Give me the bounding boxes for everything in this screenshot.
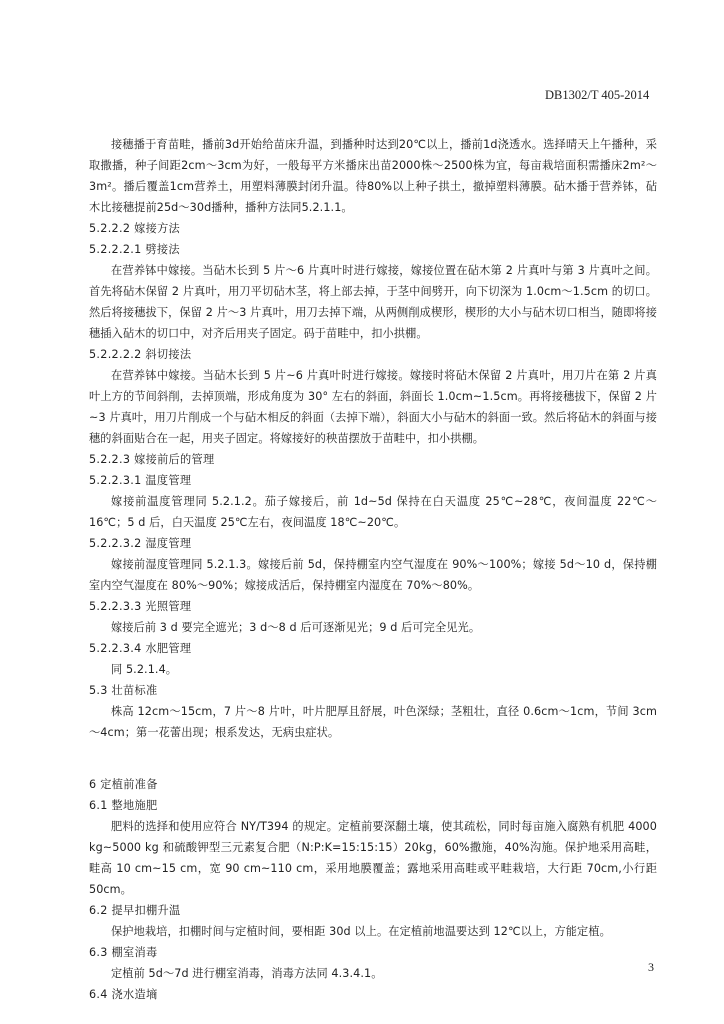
paragraph: 株高 12cm～15cm，7 片～8 片叶，叶片肥厚且舒展，叶色深绿；茎粗壮，直径 0.6cm～1cm，节间 3cm～4cm；第一花蕾出现；根系发达，无病虫症状。: [89, 705, 657, 739]
paragraph: 嫁接前温度管理同 5.2.1.2。茄子嫁接后，前 1d~5d 保持在白天温度 25℃~28℃，夜间温度 22℃～16℃；5 d 后，白天温度 25℃左右，夜间温度 18℃~20℃。: [89, 495, 657, 529]
section-heading: 5.2.2.2.2 斜切接法: [89, 348, 192, 361]
section-heading: 6.4 浇水造墒: [89, 988, 158, 1001]
paragraph: 肥料的选择和使用应符合 NY/T394 的规定。定植前要深翻土壤，使其疏松，同时每亩施入腐熟有机肥 4000 kg~5000 kg 和硫酸钾型三元素复合肥（N:P:K=15:15:15）20kg，60%撒施，40%沟施。保护地采用高畦，畦高 10 cm~15 cm，宽 90 cm~110 cm，采用地膜覆盖；露地采用高畦或平畦栽培，大行距 70cm,小行距 50cm。: [89, 820, 657, 896]
page-number: 3: [648, 960, 654, 974]
document-body: [89, 134, 657, 1005]
paragraph: 同 5.2.1.4。: [111, 663, 178, 676]
paragraph: 保护地栽培，扣棚时间与定植时间，要相距 30d 以上。在定植前地温要达到 12℃以上，方能定植。: [111, 925, 611, 938]
section-heading: 5.2.2.2.1 劈接法: [89, 243, 180, 256]
section-heading: 6 定植前准备: [89, 778, 158, 791]
paragraph: 在营养钵中嫁接。当砧木长到 5 片~6 片真叶时进行嫁接。嫁接时将砧木保留 2 片真叶，用刀片在第 2 片真叶上方的节间斜削，去掉顶端，形成角度为 30° 左右的斜面，斜面长 1.0cm~1.5cm。再将接穗拔下，保留 2 片~3 片真叶，用刀片削成一个与砧木相反的斜面（去掉下端），斜面大小与砧木的斜面一致。然后将砧木的斜面与接穗的斜面贴合在一起，用夹子固定。将嫁接好的秧苗摆放于苗畦中，扣小拱棚。: [89, 369, 657, 445]
paragraph: 定植前 5d～7d 进行棚室消毒，消毒方法同 4.3.4.1。: [111, 967, 383, 980]
doc-code: DB1302/T 405-2014: [545, 88, 650, 102]
section-heading: 6.1 整地施肥: [89, 799, 158, 812]
section-heading: 5.2.2.3.1 温度管理: [89, 474, 192, 487]
section-heading: 5.2.2.3.3 光照管理: [89, 600, 192, 613]
paragraph: 在营养钵中嫁接。当砧木长到 5 片～6 片真叶时进行嫁接，嫁接位置在砧木第 2 片真叶与第 3 片真叶之间。首先将砧木保留 2 片真叶，用刀平切砧木茎，将上部去掉，于茎中间劈开，向下切深为 1.0cm～1.5cm 的切口。然后将接穗拔下，保留 2 片～3 片真叶，用刀去掉下端，从两侧削成楔形，楔形的大小与砧木切口相当，随即将接穗插入砧木的切口中，对齐后用夹子固定。码于苗畦中，扣小拱棚。: [89, 264, 657, 340]
section-heading: 5.2.2.3.4 水肥管理: [89, 642, 192, 655]
section-heading: 5.3 壮苗标准: [89, 684, 158, 697]
section-heading: 5.2.2.2 嫁接方法: [89, 222, 181, 235]
section-heading: 6.2 提早扣棚升温: [89, 904, 181, 917]
paragraph: 嫁接后前 3 d 要完全遮光；3 d～8 d 后可逐渐见光；9 d 后可完全见光。: [111, 621, 481, 634]
section-heading: 5.2.2.3.2 湿度管理: [89, 537, 192, 550]
paragraph: 嫁接前湿度管理同 5.2.1.3。嫁接后前 5d，保持棚室内空气湿度在 90%～100%；嫁接 5d～10 d，保持棚室内空气湿度在 80%～90%；嫁接成活后，保持棚室内湿度在 70%～80%。: [89, 558, 657, 592]
section-heading: 5.2.2.3 嫁接前后的管理: [89, 453, 215, 466]
section-heading: 6.3 棚室消毒: [89, 946, 158, 959]
paragraph: 接穗播于育苗畦，播前3d开始给苗床升温，到播种时达到20℃以上，播前1d浇透水。选择晴天上午播种，采取撒播，种子间距2cm～3cm为好，一般每平方米播床出苗2000株～2500株为宜，每亩栽培面积需播床2m²～3m²。播后覆盖1cm营养土，用塑料薄膜封闭升温。待80%以上种子拱土，撤掉塑料薄膜。砧木播于营养钵，砧木比接穗提前25d～30d播种，播种方法同5.2.1.1。: [89, 138, 657, 214]
